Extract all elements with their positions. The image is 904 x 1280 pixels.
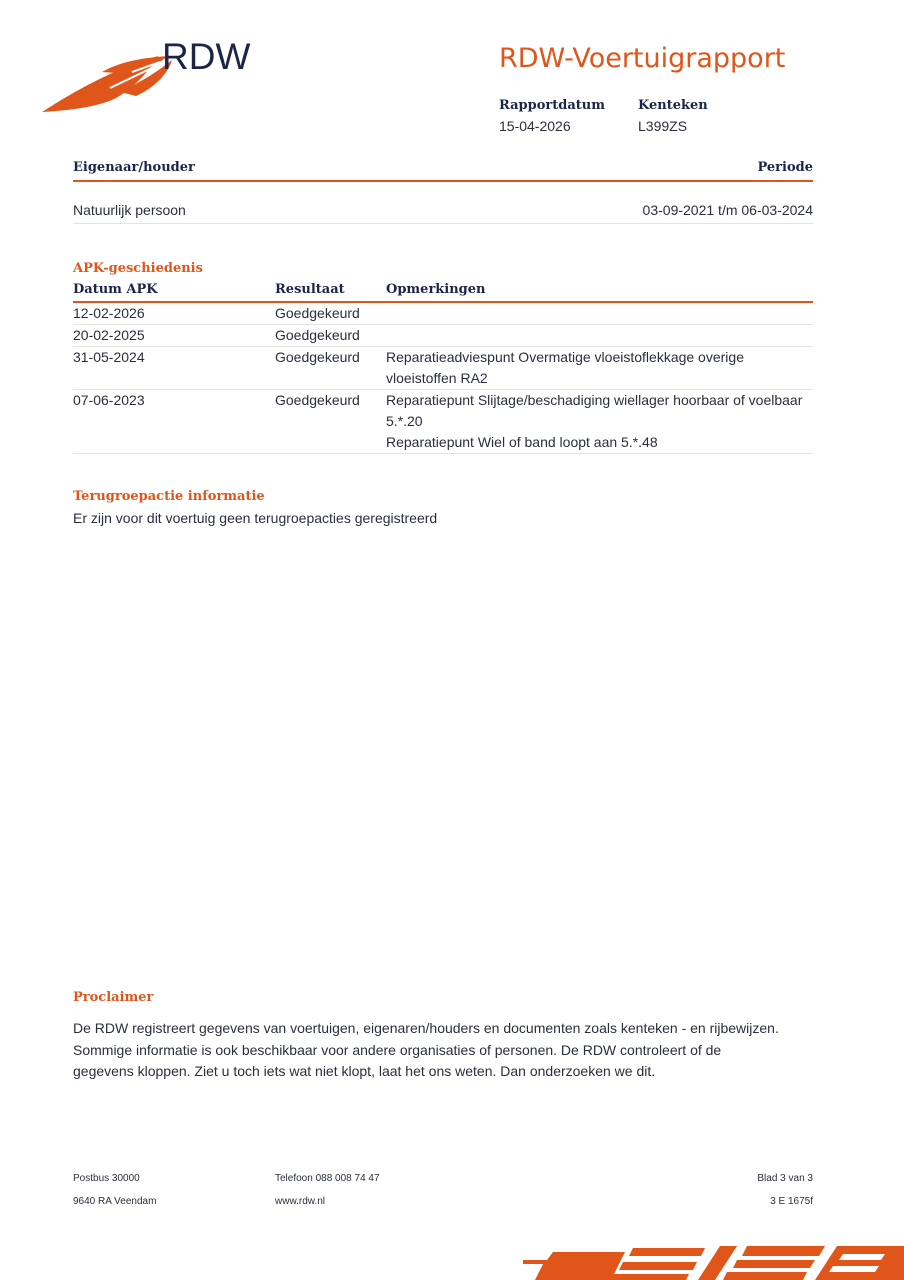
- footer-page-number: Blad 3 van 3: [757, 1173, 813, 1184]
- apk-row-date: 31-05-2024: [73, 349, 145, 365]
- apk-row-date: 07-06-2023: [73, 392, 145, 408]
- plate-label: Kenteken: [638, 98, 708, 113]
- footer-document-code: 3 E 1675f: [770, 1196, 813, 1207]
- owner-label: Eigenaar/houder: [73, 160, 195, 175]
- apk-col-result: Resultaat: [275, 282, 345, 297]
- apk-row-date: 20-02-2025: [73, 327, 145, 343]
- footer-website-link[interactable]: www.rdw.nl: [275, 1196, 326, 1207]
- apk-row-remarks: Reparatiepunt Slijtage/beschadiging wiellager hoorbaar of voelbaar 5.*.20: [386, 392, 803, 429]
- decorative-stripes-icon: [515, 1240, 904, 1280]
- report-title: RDW-Voertuigrapport: [499, 43, 786, 74]
- apk-row: [73, 303, 813, 325]
- recall-section-title: Terugroepactie informatie: [73, 489, 265, 504]
- recall-text: Er zijn voor dit voertuig geen terugroepacties geregistreerd: [73, 510, 438, 526]
- brand-name: RDW: [162, 36, 251, 77]
- apk-col-date: Datum APK: [73, 282, 158, 297]
- footer-address-line1: Postbus 30000: [73, 1173, 140, 1184]
- apk-row-result: Goedgekeurd: [275, 327, 360, 343]
- footer-phone: Telefoon 088 008 74 47: [275, 1173, 380, 1184]
- apk-row-result: Goedgekeurd: [275, 305, 360, 321]
- proclaimer-title: Proclaimer: [73, 990, 154, 1005]
- apk-row-result: Goedgekeurd: [275, 392, 360, 408]
- apk-row: [73, 390, 813, 454]
- owner-divider: [73, 180, 813, 182]
- apk-row: [73, 325, 813, 347]
- proclaimer-text: De RDW registreert gegevens van voertuigen, eigenaren/houders en documenten zoals kenteken - en rijbewijzen. Sommige informatie is ook beschikbaar voor andere organisaties of personen. De RDW controleert of de gegevens kloppen. Ziet u toch iets wat niet klopt, laat het ons weten. Dan onderzoeken we dit.: [73, 1020, 779, 1079]
- plate-value: L399ZS: [638, 118, 688, 134]
- apk-col-remarks: Opmerkingen: [386, 282, 486, 297]
- apk-table: [73, 281, 813, 454]
- report-date-label: Rapportdatum: [499, 98, 605, 113]
- report-date-value: 15-04-2026: [499, 118, 571, 134]
- apk-row-remarks-extra: Reparatiepunt Wiel of band loopt aan 5.*.48: [386, 434, 658, 450]
- apk-row-remarks: [386, 303, 813, 324]
- apk-row-result: Goedgekeurd: [275, 349, 360, 365]
- owner-period: 03-09-2021 t/m 06-03-2024: [642, 202, 813, 218]
- owner-row-divider: [73, 223, 813, 224]
- apk-section-title: APK-geschiedenis: [73, 261, 203, 276]
- owner-type: Natuurlijk persoon: [73, 202, 186, 218]
- apk-row-date: 12-02-2026: [73, 305, 145, 321]
- apk-row-remarks: [386, 325, 813, 346]
- footer-address-line2: 9640 RA Veendam: [73, 1196, 157, 1207]
- apk-row: [73, 347, 813, 390]
- apk-row-remarks: Reparatieadviespunt Overmatige vloeistoflekkage overige vloeistoffen RA2: [386, 349, 744, 386]
- apk-table-header: [73, 281, 813, 303]
- period-label: Periode: [757, 160, 813, 175]
